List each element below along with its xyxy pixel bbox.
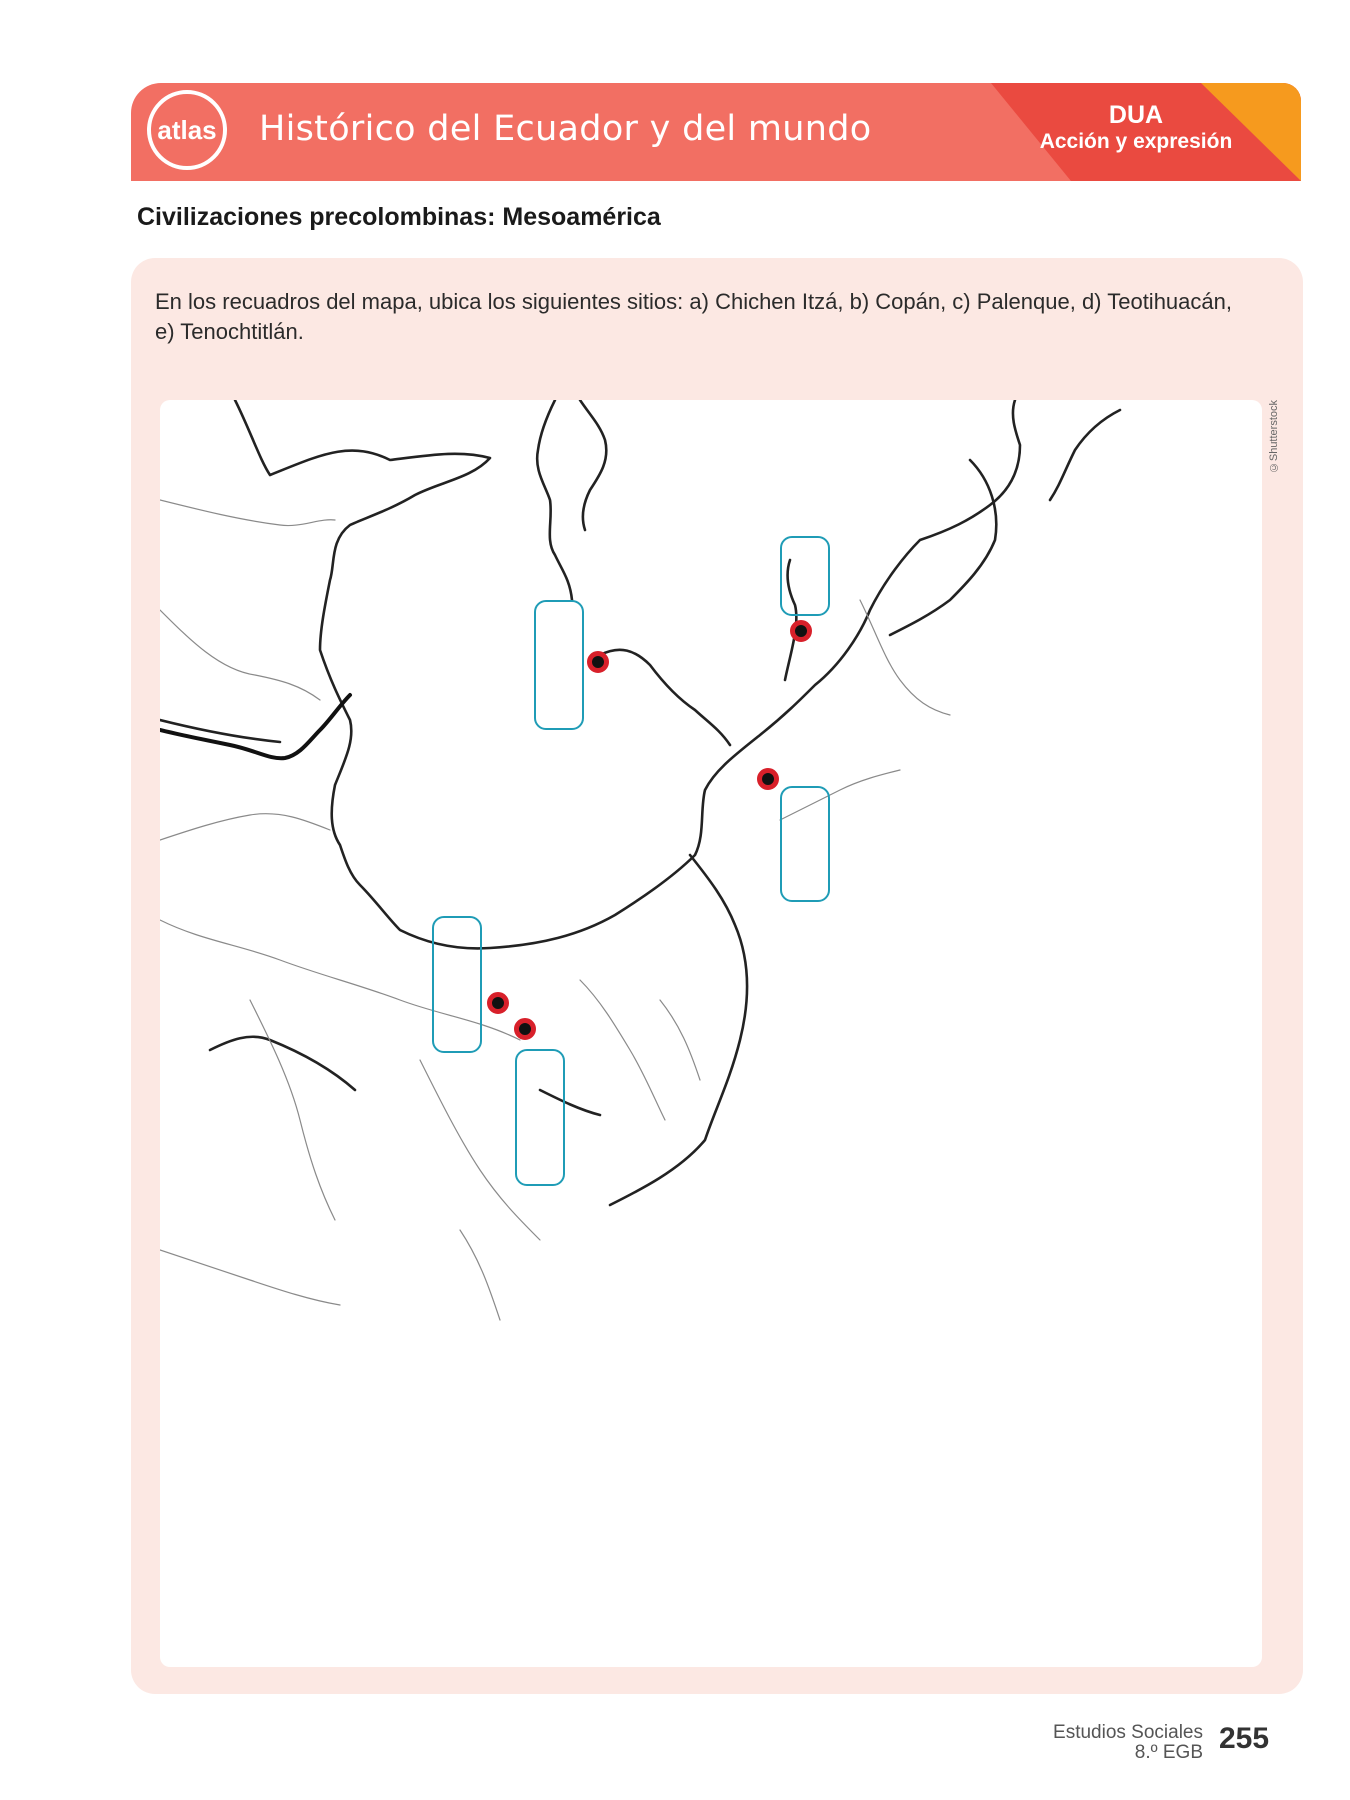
header-banner [131, 83, 1301, 181]
site-marker-1 [587, 651, 609, 673]
atlas-logo [147, 90, 227, 170]
map-outline [160, 400, 1262, 1667]
page-number: 255 [1219, 1722, 1270, 1755]
answer-box-4[interactable] [432, 916, 482, 1053]
answer-box-1[interactable] [534, 600, 584, 730]
answer-box-3[interactable] [780, 786, 830, 902]
instruction-line-1: En los recuadros del mapa, ubica los siguientes sitios: a) Chichen Itzá, b) Copán, c) Palenque, d) Teotihuacán, [155, 289, 1232, 314]
footer-subject [1053, 1723, 1203, 1763]
site-marker-3 [757, 768, 779, 790]
site-marker-5 [514, 1018, 536, 1040]
dua-badge [1031, 101, 1241, 155]
grade-label: 8.º EGB [1134, 1742, 1203, 1763]
mesoamerica-map [160, 400, 1262, 1667]
activity-instruction [155, 287, 1275, 347]
section-title: Civilizaciones precolombinas: Mesoamérica [137, 203, 661, 231]
image-credit: ©Shutterstock [1268, 400, 1280, 474]
atlas-logo-text: atlas [157, 114, 217, 145]
answer-box-5[interactable] [515, 1049, 565, 1186]
site-marker-4 [487, 992, 509, 1014]
dua-title: DUA [1108, 101, 1164, 129]
answer-box-2[interactable] [780, 536, 830, 616]
header-title: Histórico del Ecuador y del mundo [259, 109, 872, 149]
dua-subtitle: Acción y expresión [1039, 130, 1233, 153]
instruction-line-2: e) Tenochtitlán. [155, 319, 304, 344]
site-marker-2 [790, 620, 812, 642]
subject-name: Estudios Sociales [1053, 1722, 1203, 1743]
